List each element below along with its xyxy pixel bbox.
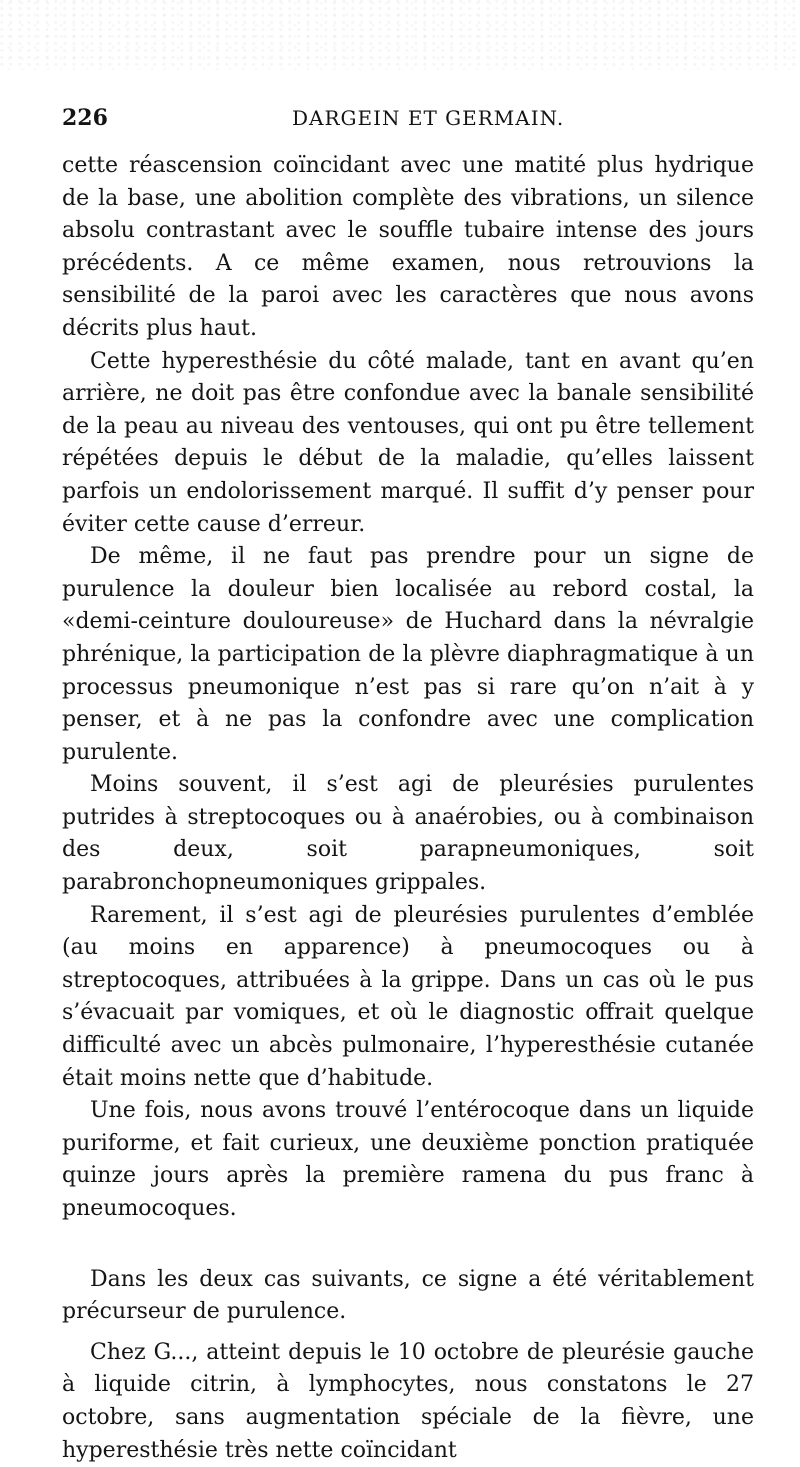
scan-noise-band [0,0,800,70]
paragraph-purulence-sign: De même, il ne faut pas prendre pour un signe de purulence la douleur bien localisée au rebord costal, la «demi-ceinture douloureuse» de Huchard dans la névralgie phrénique, la participation de la plèvre diaphragmatique à un processus pneumonique n’est pas si rare qu’on n’ait à y penser, et à ne pas la confondre avec une complication purulente. [62,544,754,765]
running-title: DARGEIN ET GERMAIN. [292,106,565,130]
page-header [62,105,750,141]
paragraph-continuation: cette réascension coïncidant avec une matité plus hydrique de la base, une abolition complète des vibrations, un silence absolu contrastant avec le souffle tubaire intense des jours précédents. A ce même examen, nous retrouvions la sensibilité de la paroi avec les caractères que nous avons décrits plus haut. [62,153,754,341]
body-text [62,150,754,1467]
paragraph-two-cases: Dans les deux cas suivants, ce signe a été véritablement précurseur de purulence. [62,1266,754,1325]
paragraph-enterococcus: Une fois, nous avons trouvé l’entérocoque dans un liquide puriforme, et fait curieux, une deuxième ponction pratiquée quinze jours après la première ramena du pus franc à pneumocoques. [62,1098,754,1221]
paragraph-putrid-pleurisies: Moins souvent, il s’est agi de pleurésies purulentes putrides à streptocoques ou à anaérobies, ou à combinaison des deux, soit parapneumoniques, soit parabronchopneumoniques grippales. [62,772,754,896]
paragraph-hyperesthesia: Cette hyperesthésie du côté malade, tant en avant qu’en arrière, ne doit pas être confondue avec la banale sensibilité de la peau au niveau des ventouses, qui ont pu être tellement répétées depuis le début de la maladie, qu’elles laissent parfois un endolorissement marqué. Il suffit d’y penser pour éviter cette cause d’erreur. [62,348,754,537]
paragraph-case-g: Chez G..., atteint depuis le 10 octobre de pleurésie gauche à liquide citrin, à lymphocytes, nous constatons le 27 octobre, sans augmentation spéciale de la fièvre, une hyperesthésie très nette coïncidant [62,1339,754,1463]
paragraph-rarely: Rarement, il s’est agi de pleurésies purulentes d’emblée (au moins en apparence) à pneumocoques ou à streptocoques, attribuées à la grippe. Dans un cas où le pus s’évacuait par vomiques, et où le diagnostic offrait quelque difficulté avec un abcès pulmonaire, l’hyperesthésie cutanée était moins nette que d’habitude. [62,902,754,1091]
page-number: 226 [62,105,108,131]
